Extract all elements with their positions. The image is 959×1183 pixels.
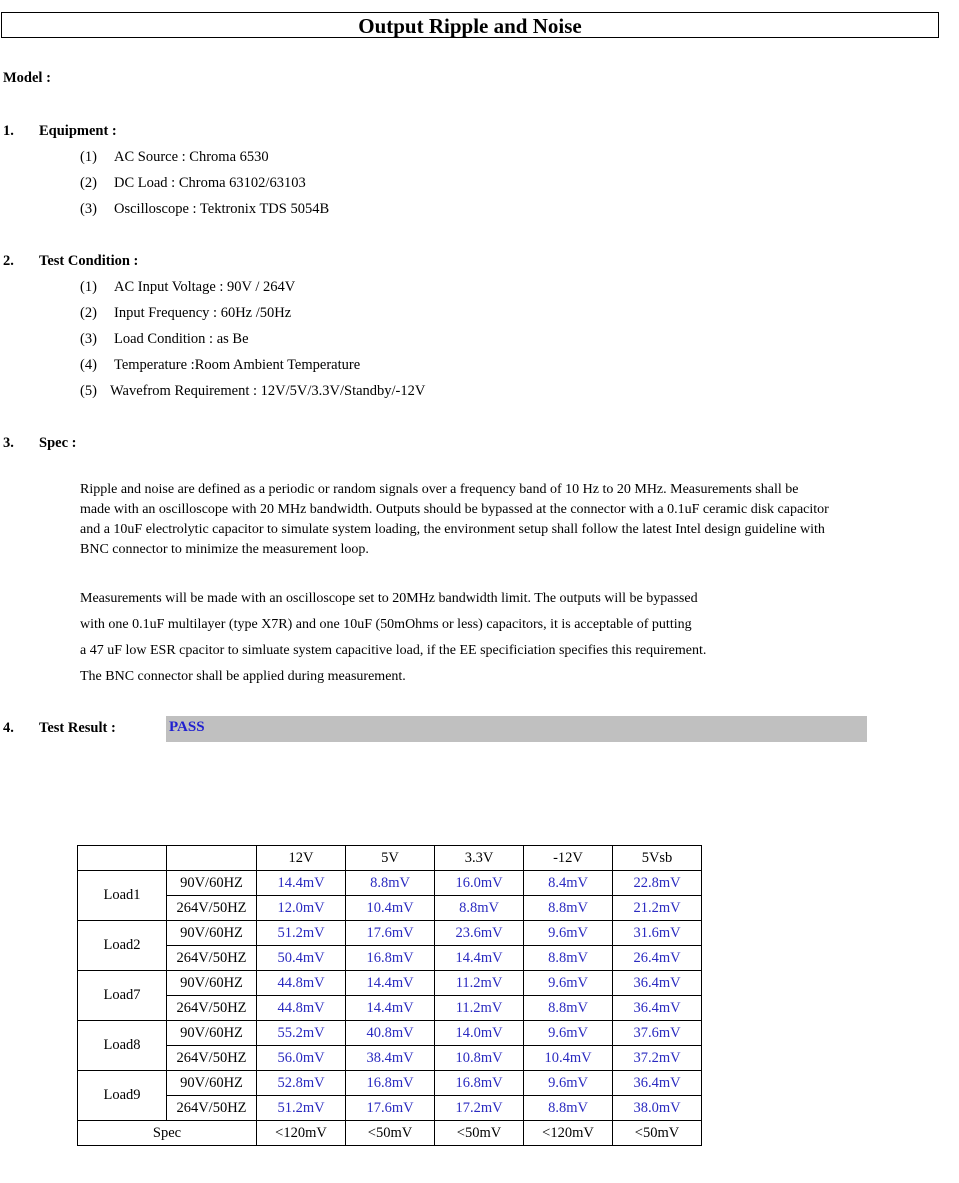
table-row (78, 1046, 702, 1071)
input-condition: 90V/60HZ (167, 921, 257, 946)
ripple-value: 8.8mV (524, 946, 613, 971)
table-header-row (78, 846, 702, 871)
column-header: 5Vsb (613, 846, 702, 871)
spec-paragraph-line: Ripple and noise are defined as a periodic or random signals over a frequency band of 10 Hz to 20 MHz. Measurements shall be (80, 482, 799, 497)
list-item: DC Load : Chroma 63102/63103 (114, 175, 306, 191)
input-condition: 90V/60HZ (167, 871, 257, 896)
page-title: Output Ripple and Noise (1, 12, 939, 38)
table-row (78, 1071, 702, 1096)
ripple-value: 55.2mV (257, 1021, 346, 1046)
column-header: -12V (524, 846, 613, 871)
result-value: PASS (169, 719, 205, 735)
ripple-value: 38.0mV (613, 1096, 702, 1121)
ripple-value: 17.6mV (346, 921, 435, 946)
spec-paragraph-line: The BNC connector shall be applied during measurement. (80, 669, 406, 684)
spec-paragraph-line: with one 0.1uF multilayer (type X7R) and one 10uF (50mOhms or less) capacitors, it is acceptable of putting (80, 617, 692, 632)
ripple-value: 56.0mV (257, 1046, 346, 1071)
section-number-equipment: 1. (3, 123, 14, 139)
ripple-value: 31.6mV (613, 921, 702, 946)
ripple-value: 37.6mV (613, 1021, 702, 1046)
input-condition: 264V/50HZ (167, 946, 257, 971)
ripple-value: 12.0mV (257, 896, 346, 921)
ripple-value: 9.6mV (524, 921, 613, 946)
list-item-number: (3) (80, 201, 97, 217)
ripple-value: 14.4mV (346, 971, 435, 996)
table-row (78, 946, 702, 971)
input-condition: 264V/50HZ (167, 896, 257, 921)
ripple-value: 10.8mV (435, 1046, 524, 1071)
ripple-value: 26.4mV (613, 946, 702, 971)
list-item-number: (4) (80, 357, 97, 373)
list-item: AC Input Voltage : 90V / 264V (114, 279, 296, 295)
column-header: 3.3V (435, 846, 524, 871)
ripple-value: 16.0mV (435, 871, 524, 896)
list-item-number: (2) (80, 175, 97, 191)
list-item: AC Source : Chroma 6530 (114, 149, 269, 165)
load-label: Load9 (78, 1071, 167, 1121)
table-row (78, 1096, 702, 1121)
ripple-value: 22.8mV (613, 871, 702, 896)
input-condition: 90V/60HZ (167, 1021, 257, 1046)
load-label: Load8 (78, 1021, 167, 1071)
ripple-value: 44.8mV (257, 996, 346, 1021)
ripple-value: 23.6mV (435, 921, 524, 946)
spec-paragraph-line: a 47 uF low ESR cpacitor to simluate system capacitive load, if the EE specificiation specifies this requirement. (80, 643, 707, 658)
ripple-value: 8.8mV (524, 896, 613, 921)
ripple-value: 14.4mV (435, 946, 524, 971)
section-number-result: 4. (3, 720, 14, 736)
section-heading-equipment: Equipment : (39, 123, 117, 139)
ripple-value: 8.4mV (524, 871, 613, 896)
spec-limit: <50mV (613, 1121, 702, 1146)
ripple-value: 16.8mV (435, 1071, 524, 1096)
spec-paragraph-line: and a 10uF electrolytic capacitor to simulate system loading, the environment setup shall follow the latest Intel design guideline with (80, 522, 825, 537)
table-row (78, 1021, 702, 1046)
list-item: Input Frequency : 60Hz /50Hz (114, 305, 292, 321)
spec-paragraph-line: BNC connector to minimize the measurement loop. (80, 542, 369, 557)
list-item-number: (3) (80, 331, 97, 347)
ripple-results-table (77, 845, 702, 1146)
ripple-value: 16.8mV (346, 946, 435, 971)
spec-limit: <50mV (346, 1121, 435, 1146)
spec-paragraph-line: made with an oscilloscope with 20 MHz bandwidth. Outputs should be bypassed at the connector with a 0.1uF ceramic disk capacitor (80, 502, 829, 517)
ripple-value: 9.6mV (524, 1071, 613, 1096)
column-header: 5V (346, 846, 435, 871)
spec-limit: <50mV (435, 1121, 524, 1146)
ripple-value: 10.4mV (524, 1046, 613, 1071)
list-item: Wavefrom Requirement : 12V/5V/3.3V/Standby/-12V (110, 383, 426, 399)
ripple-value: 40.8mV (346, 1021, 435, 1046)
ripple-value: 51.2mV (257, 921, 346, 946)
ripple-value: 50.4mV (257, 946, 346, 971)
section-heading-spec: Spec : (39, 435, 77, 451)
table-row (78, 971, 702, 996)
table-header-cell (78, 846, 167, 871)
ripple-value: 8.8mV (524, 996, 613, 1021)
input-condition: 90V/60HZ (167, 1071, 257, 1096)
section-heading-result: Test Result : (39, 720, 116, 736)
load-label: Load7 (78, 971, 167, 1021)
input-condition: 264V/50HZ (167, 996, 257, 1021)
list-item: Oscilloscope : Tektronix TDS 5054B (114, 201, 330, 217)
ripple-value: 9.6mV (524, 971, 613, 996)
section-heading-condition: Test Condition : (39, 253, 139, 269)
input-condition: 90V/60HZ (167, 971, 257, 996)
ripple-value: 11.2mV (435, 996, 524, 1021)
ripple-value: 8.8mV (346, 871, 435, 896)
table-row (78, 871, 702, 896)
ripple-value: 14.4mV (346, 996, 435, 1021)
spec-paragraph-line: Measurements will be made with an oscilloscope set to 20MHz bandwidth limit. The outputs will be bypassed (80, 591, 698, 606)
ripple-value: 38.4mV (346, 1046, 435, 1071)
table-row (78, 996, 702, 1021)
column-header: 12V (257, 846, 346, 871)
list-item: Load Condition : as Be (114, 331, 249, 347)
spec-limit: <120mV (257, 1121, 346, 1146)
ripple-value: 16.8mV (346, 1071, 435, 1096)
load-label: Load1 (78, 871, 167, 921)
ripple-value: 14.4mV (257, 871, 346, 896)
ripple-value: 36.4mV (613, 996, 702, 1021)
ripple-value: 9.6mV (524, 1021, 613, 1046)
model-label: Model : (3, 70, 51, 86)
ripple-value: 36.4mV (613, 971, 702, 996)
section-number-condition: 2. (3, 253, 14, 269)
ripple-value: 17.6mV (346, 1096, 435, 1121)
spec-label: Spec (78, 1121, 257, 1146)
table-row (78, 921, 702, 946)
section-number-spec: 3. (3, 435, 14, 451)
ripple-value: 10.4mV (346, 896, 435, 921)
ripple-value: 52.8mV (257, 1071, 346, 1096)
input-condition: 264V/50HZ (167, 1096, 257, 1121)
spec-row (78, 1121, 702, 1146)
ripple-value: 8.8mV (524, 1096, 613, 1121)
ripple-value: 36.4mV (613, 1071, 702, 1096)
ripple-value: 8.8mV (435, 896, 524, 921)
table-header-cell (167, 846, 257, 871)
list-item: Temperature :Room Ambient Temperature (114, 357, 361, 373)
ripple-value: 37.2mV (613, 1046, 702, 1071)
list-item-number: (1) (80, 279, 97, 295)
ripple-value: 11.2mV (435, 971, 524, 996)
list-item-number: (1) (80, 149, 97, 165)
list-item-number: (5) (80, 383, 97, 399)
result-bar (166, 716, 867, 742)
input-condition: 264V/50HZ (167, 1046, 257, 1071)
ripple-value: 44.8mV (257, 971, 346, 996)
list-item-number: (2) (80, 305, 97, 321)
table-row (78, 896, 702, 921)
ripple-value: 14.0mV (435, 1021, 524, 1046)
spec-limit: <120mV (524, 1121, 613, 1146)
ripple-value: 17.2mV (435, 1096, 524, 1121)
ripple-value: 51.2mV (257, 1096, 346, 1121)
load-label: Load2 (78, 921, 167, 971)
ripple-value: 21.2mV (613, 896, 702, 921)
